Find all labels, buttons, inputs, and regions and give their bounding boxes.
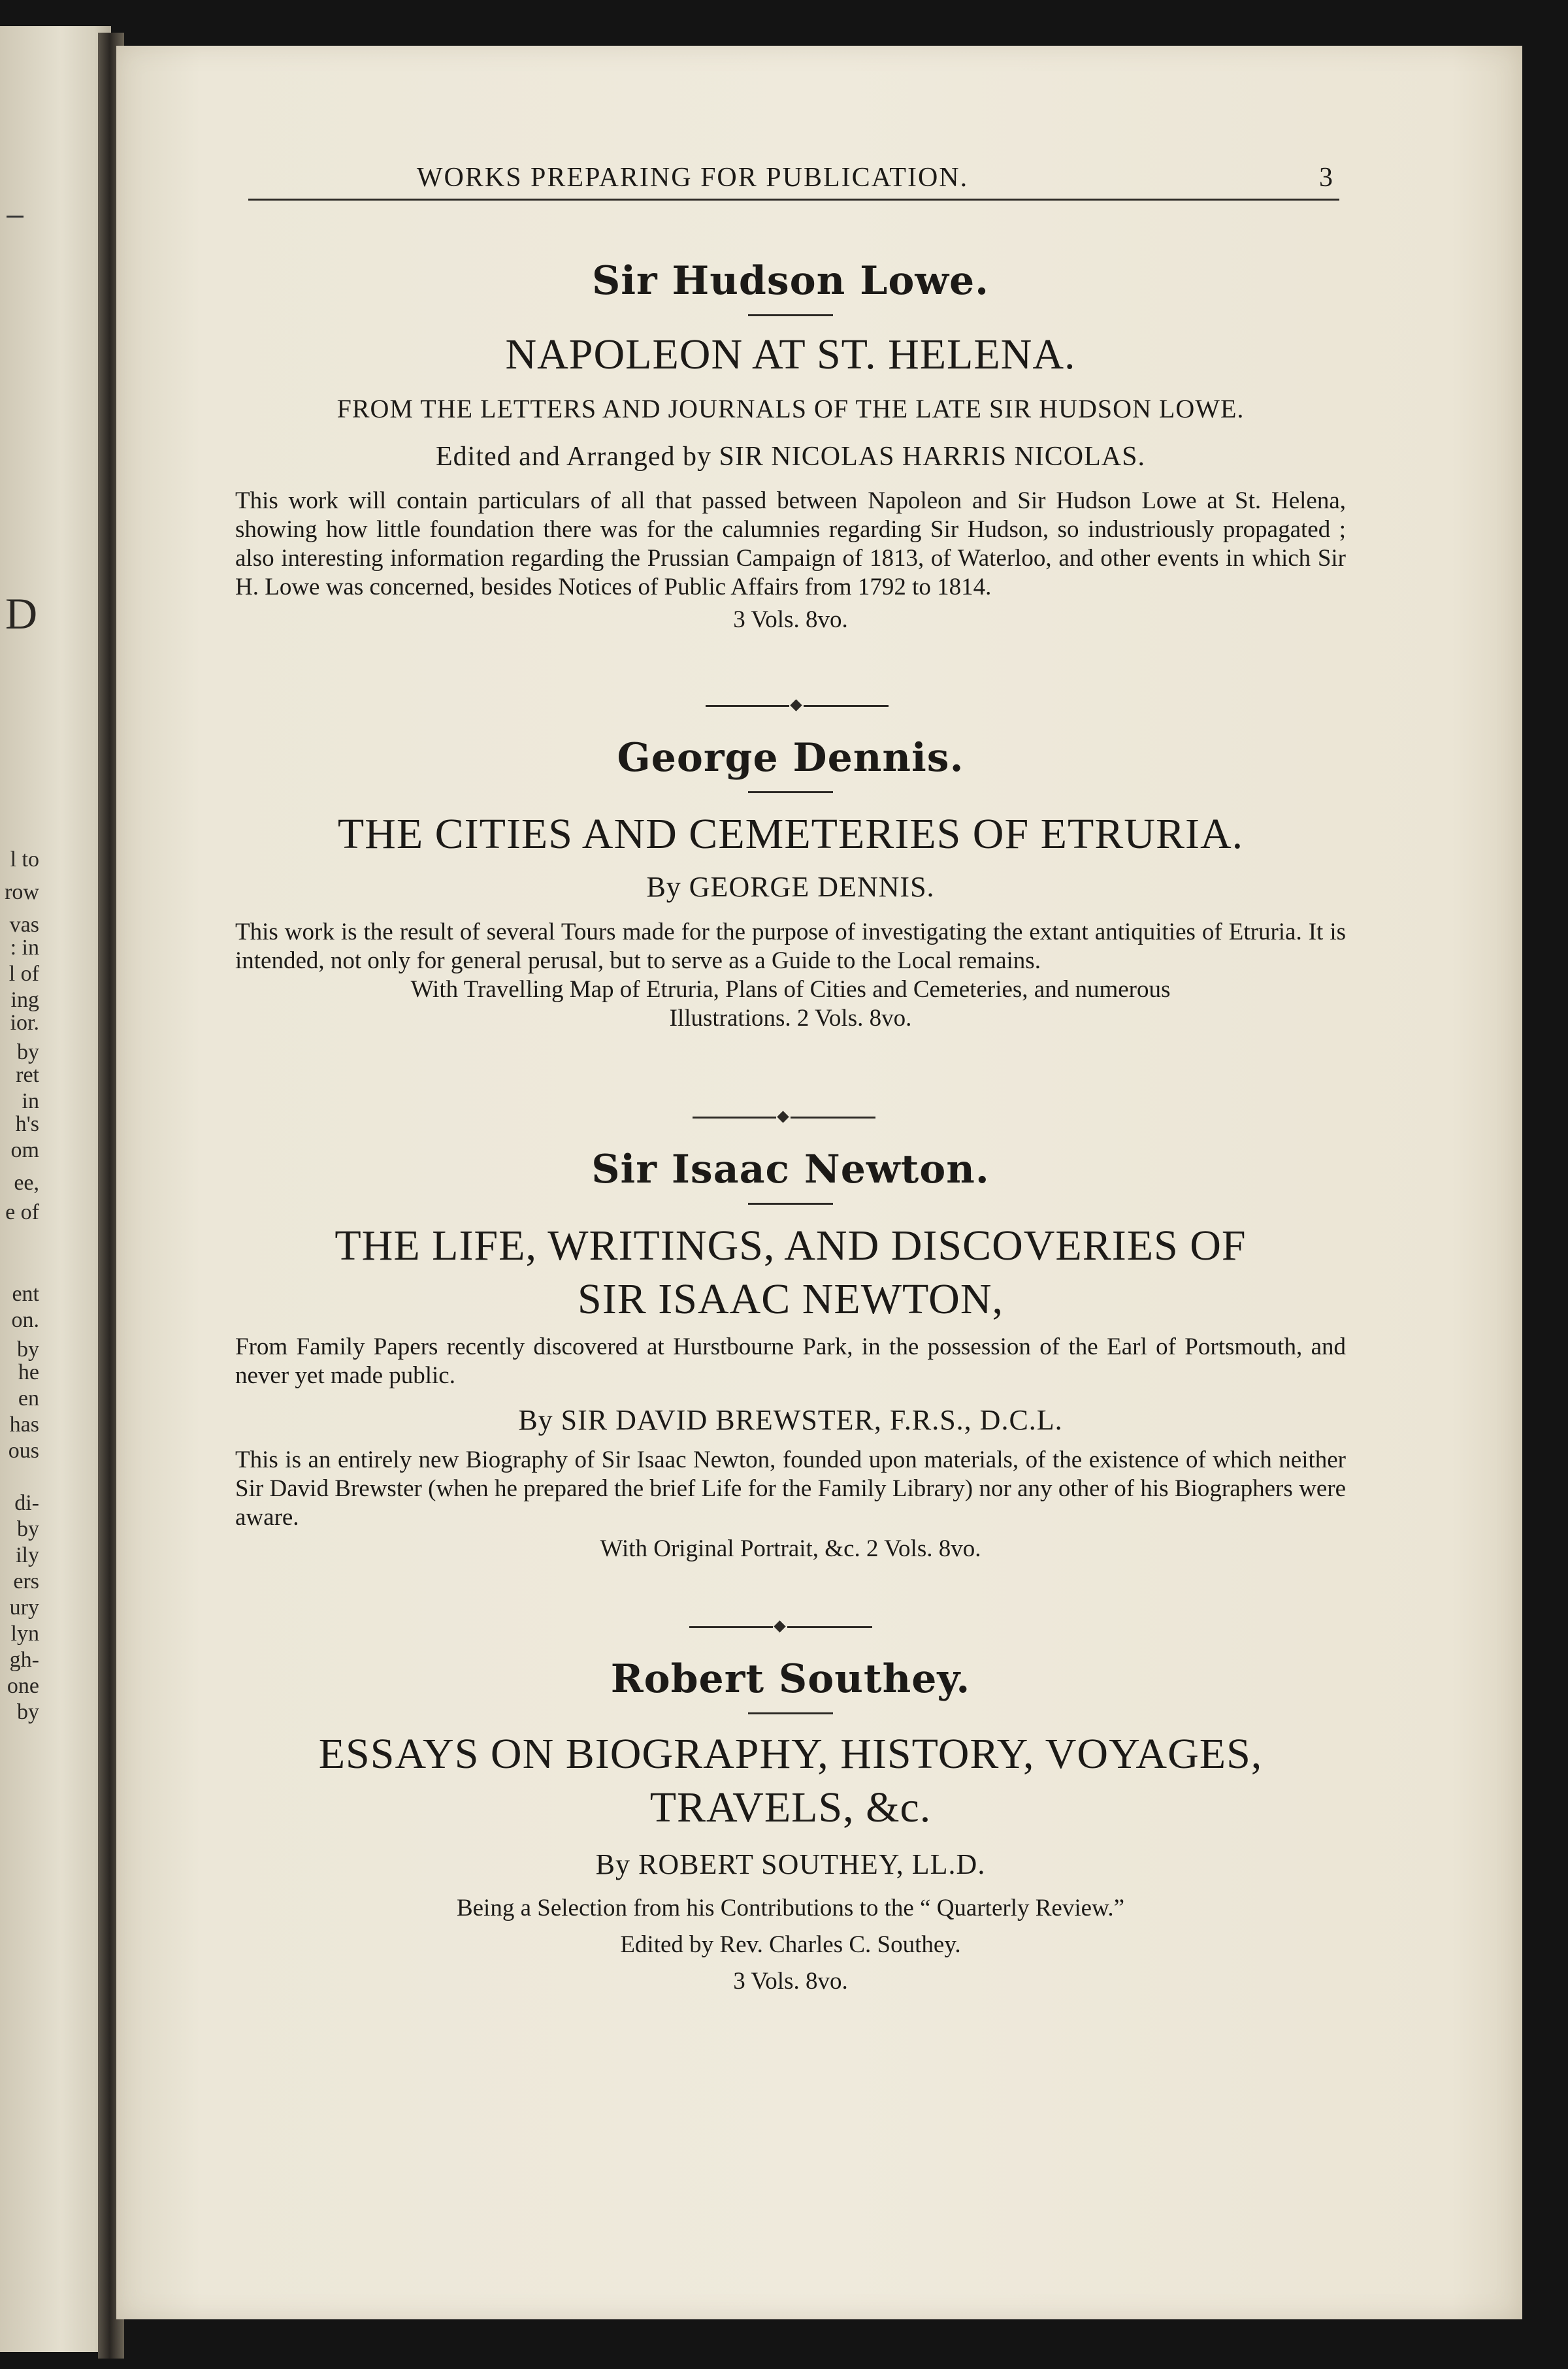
heading-rule <box>748 1203 833 1205</box>
left-page-fragment: ous <box>8 1439 39 1463</box>
heading-rule <box>748 791 833 793</box>
left-page-fragment: by <box>17 1337 39 1362</box>
section-isaac-newton <box>235 1147 1346 1563</box>
running-title: WORKS PREPARING FOR PUBLICATION. <box>416 163 969 193</box>
book-title-line-1: THE LIFE, WRITINGS, AND DISCOVERIES OF <box>335 1222 1247 1269</box>
left-page-fragment: has <box>9 1413 39 1437</box>
volumes-line: 3 Vols. 8vo. <box>733 1968 848 1995</box>
left-page-dash <box>7 216 24 218</box>
by-line: By ROBERT SOUTHEY, LL.D. <box>595 1848 986 1880</box>
left-page-fragment: ior. <box>10 1011 39 1035</box>
author-heading: Robert Southey. <box>610 1656 971 1702</box>
section-hudson-lowe <box>235 258 1346 634</box>
left-page-fragment: ing <box>10 988 39 1012</box>
left-page-fragment: by <box>17 1040 39 1064</box>
book-title-line-2: SIR ISAAC NEWTON, <box>578 1275 1004 1323</box>
left-page-fragment: one <box>7 1674 39 1698</box>
left-page-fragment: l of <box>8 962 39 986</box>
left-page-fragment: gh- <box>9 1648 39 1672</box>
left-page-fragment: row <box>5 880 39 904</box>
left-page-fragment: ers <box>13 1569 39 1593</box>
heading-rule <box>748 314 833 316</box>
book-description: This work will contain particulars of all that passed between Napoleon and Sir Hudson Lowe at St. Helena, showing how little foundation there was for the calumnies regarding Sir Hudson, so industriously propagated ; also interesting information regarding the Prussian Campaign of 1813, of Waterloo, and other events in which Sir H. Lowe was concerned, besides Notices of Public Affairs from 1792 to 1814. <box>235 487 1346 600</box>
editor-line: Edited and Arranged by SIR NICOLAS HARRIS NICOLAS. <box>436 442 1145 472</box>
author-heading: Sir Hudson Lowe. <box>591 258 990 304</box>
running-header <box>248 159 1339 201</box>
page-number: 3 <box>1319 163 1333 193</box>
heading-rule <box>748 1712 833 1714</box>
book-subtitle: FROM THE LETTERS AND JOURNALS OF THE LATE SIR HUDSON LOWE. <box>336 394 1245 423</box>
left-page-fragment: h's <box>15 1112 39 1136</box>
book-description: This work is the result of several Tours made for the purpose of investigating the extant antiquities of Etruria. It is intended, not only for general perusal, but to serve as a Guide to the Local remains. <box>235 919 1346 974</box>
left-page-fragment: ent <box>12 1282 39 1306</box>
book-title: NAPOLEON AT ST. HELENA. <box>505 331 1076 378</box>
left-page-fragment: om <box>10 1138 39 1162</box>
extras-line: With Original Portrait, &c. 2 Vols. 8vo. <box>600 1535 981 1562</box>
book-source: From Family Papers recently discovered at Hurstbourne Park, in the possession of the Earl of Portsmouth, and never yet made public. <box>235 1333 1346 1389</box>
author-heading: George Dennis. <box>617 735 964 781</box>
section-divider <box>706 699 889 712</box>
book-description: This is an entirely new Biography of Sir Isaac Newton, founded upon materials, of the existence of which neither Sir David Brewster (when he prepared the brief Life for the Family Library) nor any other of his Biographers were aware. <box>235 1446 1346 1531</box>
section-divider <box>689 1620 872 1633</box>
book-title: THE CITIES AND CEMETERIES OF ETRURIA. <box>337 810 1244 858</box>
section-george-dennis <box>235 735 1346 1033</box>
by-line: By GEORGE DENNIS. <box>646 871 935 903</box>
left-page-fragment: ury <box>9 1595 39 1620</box>
by-line: By SIR DAVID BREWSTER, F.R.S., D.C.L. <box>518 1404 1063 1436</box>
left-page-fragment: l to <box>10 847 39 872</box>
selection-line: Being a Selection from his Contributions to the “ Quarterly Review.” <box>456 1895 1125 1921</box>
author-heading: Sir Isaac Newton. <box>591 1147 990 1192</box>
left-facing-page <box>0 26 111 2352</box>
left-page-fragment: on. <box>11 1308 39 1332</box>
left-page-letter: D <box>5 589 38 638</box>
extras-line: With Travelling Map of Etruria, Plans of Cities and Cemeteries, and numerous Illustrations. 2 Vols. 8vo. <box>410 976 1171 1032</box>
left-page-fragment: by <box>17 1517 39 1541</box>
left-page-fragment: ily <box>16 1543 39 1567</box>
left-page-fragment: in <box>22 1089 39 1113</box>
left-page-fragment: lyn <box>10 1622 39 1646</box>
section-robert-southey <box>235 1656 1346 1996</box>
left-page-fragment: he <box>18 1360 39 1384</box>
book-title-line-2: TRAVELS, &c. <box>649 1784 932 1831</box>
left-page-fragment: di- <box>14 1491 39 1515</box>
left-page-fragment: : in <box>10 936 39 960</box>
left-page-fragment: vas <box>9 913 39 937</box>
editor-line: Edited by Rev. Charles C. Southey. <box>620 1931 961 1958</box>
left-page-fragment: e of <box>5 1200 39 1224</box>
left-page-fragment: ret <box>16 1063 39 1087</box>
left-page-fragment: ee, <box>14 1171 39 1195</box>
left-page-fragment: by <box>17 1700 39 1724</box>
left-page-fragment: en <box>18 1386 39 1411</box>
book-title-line-1: ESSAYS ON BIOGRAPHY, HISTORY, VOYAGES, <box>318 1730 1263 1778</box>
section-divider <box>693 1111 875 1124</box>
volumes-line: 3 Vols. 8vo. <box>733 606 848 633</box>
